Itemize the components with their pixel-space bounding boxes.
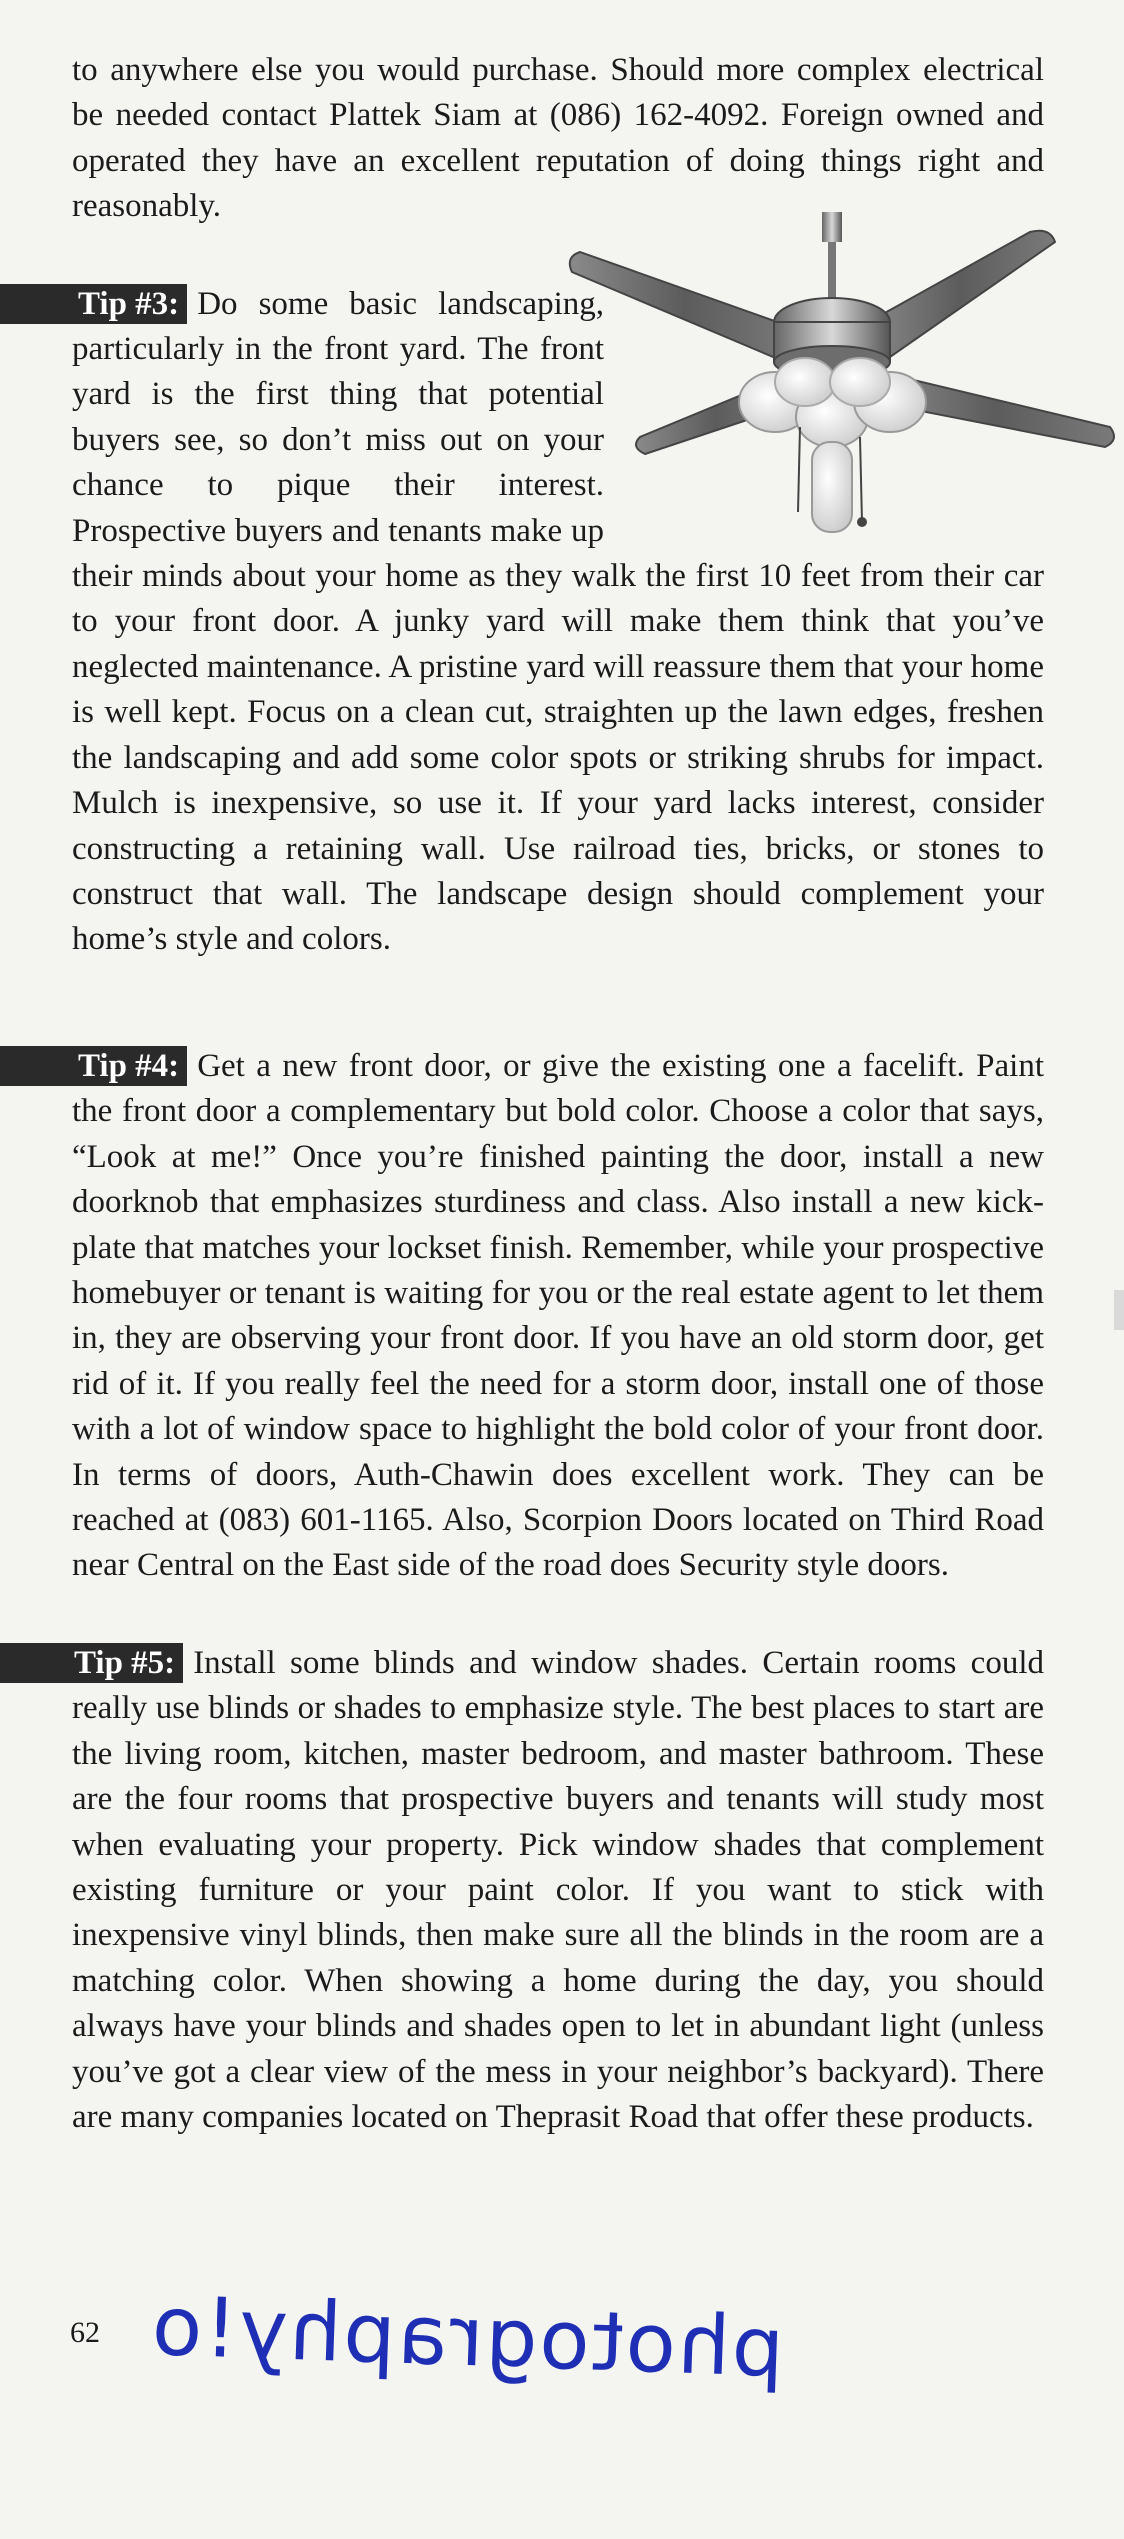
tip-4-text: Get a new front door, or give the existing one a facelift. Paint the front door a complementary but bold color. Choose a color that says, “Look at me!” Once you’re finished painting the door, install a new doorknob that emphasizes sturdiness and class. Also install a new kick-plate that matches your lockset finish. Remember, while your prospective homebuyer or tenant is waiting for you or the real estate agent to let them in, they are observing your front door. If you have an old storm door, get rid of it. If you really feel the need for a storm door, install one of those with a lot of window space to highlight the bold color of your front door. In terms of doors, Auth-Chawin does excellent work. They can be reached at (083) 601-1165. Also, Scorpion Doors located on Third Road near Central on the East side of the road does Security style doors.: [72, 1048, 1044, 1584]
tips-lower: [72, 1044, 1044, 2140]
page-number: 62: [70, 2316, 100, 2349]
edge-strip: [1114, 1290, 1124, 1330]
handwritten-scribble: photography!o: [148, 2278, 786, 2397]
bleed-through-text: [150, 960, 1050, 1005]
tip-5-text: Install some blinds and window shades. Certain rooms could really use blinds or shades to emphasize style. The best places to start are the living room, kitchen, master bedroom, and master bathroom. These are the four rooms that prospective buyers and tenants will study most when evaluating your property. Pick window shades that complement existing furniture or your paint color. If you want to stick with inexpensive vinyl blinds, then make sure all the blinds in the room are a matching color. When showing a home during the day, you should always have your blinds and shades open to let in abundant light (unless you’ve got a clear view of the mess in your neighbor’s backyard). There are many companies located on Theprasit Road that offer these products.: [72, 1644, 1044, 2135]
body-text: [72, 48, 1044, 963]
fan-float-spacer: [604, 282, 1044, 512]
tip-4-label: Tip #4:: [0, 1046, 187, 1086]
tip-3-text: Do some basic landscaping, particularly in the front yard. The front yard is the first thing that potential buyers see, so don’t miss out on your chance to pique their interest. Prospective buyers and tenants make up their minds about your home as they walk the first 10 feet from their car to your front door. A junky yard will make them think that you’ve neglected maintenance. A pristine yard will reassure them that your home is well kept. Focus on a clean cut, straighten up the lawn edges, freshen the landscaping and add some color spots or striking shrubs for impact. Mulch is inexpensive, so use it. If your yard lacks interest, consider constructing a retaining wall. Use railroad ties, bricks, or stones to construct that wall. The landscape design should complement your home’s style and colors.: [72, 285, 1044, 958]
tip-4-paragraph: [72, 1044, 1044, 1589]
tip-5-paragraph: [72, 1641, 1044, 2140]
tip-5-label: Tip #5:: [0, 1643, 183, 1683]
tip-3-label: Tip #3:: [0, 284, 187, 324]
intro-paragraph: to anywhere else you would purchase. Should more complex electrical be needed contact Plattek Siam at (086) 162-4092. Foreign owned and operated they have an excellent reputation of doing things right and reasonably.: [72, 52, 1044, 225]
tip-3-paragraph: [72, 282, 1044, 963]
